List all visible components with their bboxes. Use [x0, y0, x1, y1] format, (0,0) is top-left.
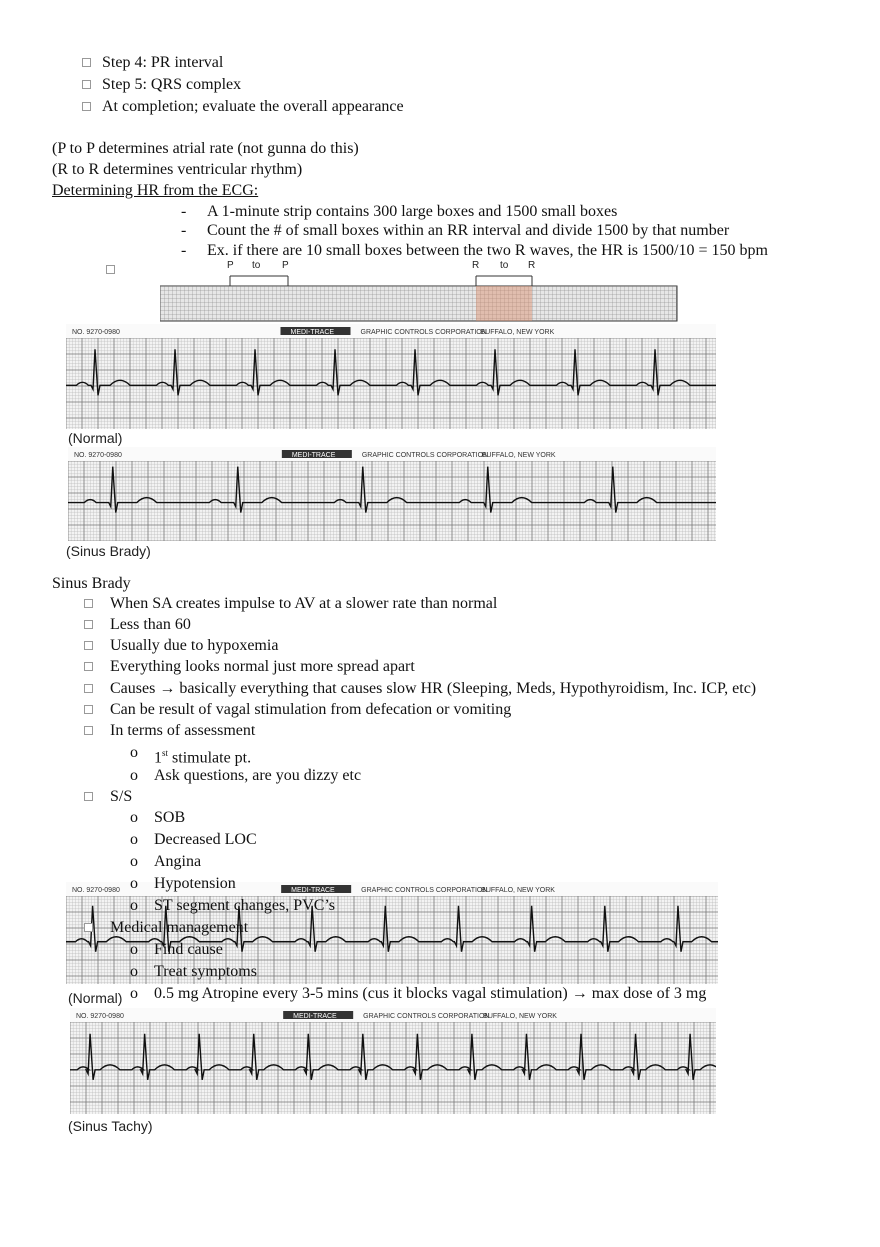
sub-bullet: o	[130, 853, 138, 870]
sub-bullet: o	[130, 897, 138, 914]
mgmt-3: 0.5 mg Atropine every 3-5 mins (cus it blocks vagal stimulation) → max dose of 3 mg	[154, 985, 707, 1002]
ecg-strip-sinus-tachy	[70, 1008, 716, 1114]
strip-company: GRAPHIC CONTROLS CORPORATION	[360, 329, 487, 336]
brady-bullet	[84, 662, 93, 671]
r-label: R	[472, 260, 480, 271]
strip-city: BUFFALO, NEW YORK	[483, 1013, 557, 1020]
step-completion: At completion; evaluate the overall appearance	[102, 98, 404, 115]
sub-bullet: o	[130, 875, 138, 892]
atrial-note: (P to P determines atrial rate (not gunna do this)	[52, 140, 359, 157]
p-label: P	[227, 260, 234, 271]
assessment-1: 1st stimulate pt.	[154, 748, 252, 767]
brady-item-4: Everything looks normal just more spread apart	[110, 658, 415, 675]
step-bullet	[82, 80, 91, 89]
sub-bullet: o	[130, 744, 138, 761]
dash: -	[181, 203, 187, 220]
caption-normal-2: (Normal)	[68, 990, 123, 1006]
brady-bullet	[84, 641, 93, 650]
mgmt-2: Treat symptoms	[154, 963, 257, 980]
empty-bullet	[106, 265, 115, 274]
hr-item-3: Ex. if there are 10 small boxes between the two R waves, the HR is 1500/10 = 150 bpm	[207, 242, 768, 259]
strip-number: NO. 9270-0980	[74, 452, 122, 459]
ss-1: SOB	[154, 809, 186, 826]
hr-item-2: Count the # of small boxes within an RR interval and divide 1500 by that number	[207, 222, 730, 239]
step-bullet	[82, 102, 91, 111]
ecg-strip-normal	[66, 324, 716, 429]
brady-item-5: Causes → basically everything that causes slow HR (Sleeping, Meds, Hypothyroidism, Inc. ICP, etc)	[110, 680, 757, 697]
strip-number: NO. 9270-0980	[72, 329, 120, 336]
step-4: Step 4: PR interval	[102, 54, 224, 71]
dash: -	[181, 242, 187, 259]
brady-bullet	[84, 684, 93, 693]
brady-item-7: In terms of assessment	[110, 722, 256, 739]
rr-highlight	[476, 286, 532, 321]
caption-sinus-brady: (Sinus Brady)	[66, 543, 151, 559]
assessment-2: Ask questions, are you dizzy etc	[154, 767, 362, 784]
sub-bullet: o	[130, 963, 138, 980]
strip-brand: MEDI-TRACE	[293, 1013, 337, 1020]
pq-interval-strip	[160, 258, 680, 324]
brady-bullet	[84, 705, 93, 714]
p-to-label: to	[252, 260, 261, 271]
strip-company: GRAPHIC CONTROLS CORPORATION	[363, 1013, 490, 1020]
brady-bullet	[84, 923, 93, 932]
ss-2: Decreased LOC	[154, 831, 257, 848]
p-label-2: P	[282, 260, 289, 271]
ss-4: Hypotension	[154, 875, 236, 892]
hr-heading: Determining HR from the ECG:	[52, 182, 259, 199]
brady-bullet	[84, 792, 93, 801]
caption-normal: (Normal)	[68, 430, 123, 446]
brady-item-1: When SA creates impulse to AV at a slower rate than normal	[110, 595, 498, 612]
brady-item-6: Can be result of vagal stimulation from defecation or vomiting	[110, 701, 512, 718]
caption-sinus-tachy: (Sinus Tachy)	[68, 1118, 153, 1134]
sub-bullet: o	[130, 941, 138, 958]
strip-number: NO. 9270-0980	[72, 887, 120, 894]
sub-bullet: o	[130, 985, 138, 1002]
step-bullet	[82, 58, 91, 67]
r-label-2: R	[528, 260, 536, 271]
sub-bullet: o	[130, 809, 138, 826]
brady-bullet	[84, 620, 93, 629]
brady-item-3: Usually due to hypoxemia	[110, 637, 279, 654]
ecg-strip-sinus-brady	[68, 447, 716, 541]
brady-bullet	[84, 599, 93, 608]
strip-brand: MEDI-TRACE	[291, 452, 336, 459]
hr-item-1: A 1-minute strip contains 300 large boxes and 1500 small boxes	[207, 203, 618, 220]
sub-bullet: o	[130, 831, 138, 848]
strip-brand: MEDI-TRACE	[290, 329, 335, 336]
strip-company: GRAPHIC CONTROLS CORPORATION	[361, 452, 489, 459]
ss-label: S/S	[110, 788, 133, 805]
mgmt-label: Medical management	[110, 919, 249, 936]
strip-city: BUFFALO, NEW YORK	[481, 887, 555, 894]
r-to-label: to	[500, 260, 509, 271]
strip-company: GRAPHIC CONTROLS CORPORATION	[361, 887, 488, 894]
mgmt-1: Find cause	[154, 941, 223, 958]
sub-bullet: o	[130, 767, 138, 784]
step-5: Step 5: QRS complex	[102, 76, 242, 93]
sinus-brady-title: Sinus Brady	[52, 575, 131, 592]
dash: -	[181, 222, 187, 239]
ventricular-note: (R to R determines ventricular rhythm)	[52, 161, 303, 178]
ss-5: ST segment changes, PVC’s	[154, 897, 336, 914]
brady-bullet	[84, 726, 93, 735]
strip-city: BUFFALO, NEW YORK	[480, 329, 555, 336]
strip-city: BUFFALO, NEW YORK	[481, 452, 556, 459]
ss-3: Angina	[154, 853, 202, 870]
brady-item-2: Less than 60	[110, 616, 191, 633]
strip-brand: MEDI-TRACE	[291, 887, 335, 894]
strip-number: NO. 9270-0980	[76, 1013, 124, 1020]
